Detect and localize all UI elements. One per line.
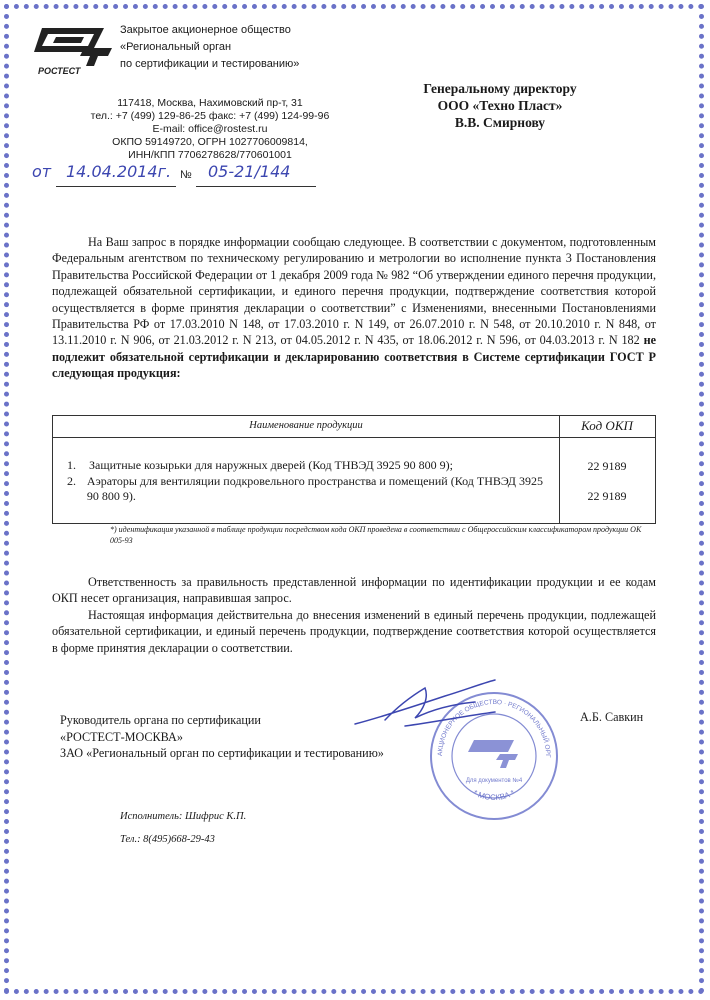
org-line: по сертификации и тестированию» xyxy=(120,58,300,70)
body-paragraph: Ответственность за правильность представленной информации по идентификации продукции и ее кодам ОКП несет организация, направившая запрос. xyxy=(52,575,656,606)
body-paragraph xyxy=(52,234,656,382)
address-line: тел.: +7 (499) 129-86-25 факс: +7 (499) 124-99-96 xyxy=(90,110,330,122)
signatory-line: ЗАО «Региональный орган по сертификации и тестированию» xyxy=(60,746,384,760)
executor-phone: Тел.: 8(495)668-29-43 xyxy=(120,834,215,845)
body-paragraph: Настоящая информация действительна до внесения изменений в единый перечень продукции, подлежащей обязательной сертификации, и единый перечень продукции, подтверждение соответствия которой осуществляется в форме принятия декларации о соответствии. xyxy=(52,607,656,655)
executor-block xyxy=(120,805,246,851)
org-line: «Региональный орган xyxy=(120,41,232,53)
body-bold-text: не подлежит обязательной сертификации и декларированию соответствия в Системе сертификации ГОСТ Р следующая продукция: xyxy=(52,333,656,381)
column-header-code: Код ОКП xyxy=(581,418,633,433)
address-line: ИНН/КПП 7706278628/770601001 xyxy=(128,149,292,161)
recipient-block xyxy=(400,80,600,131)
letter-body xyxy=(52,234,656,382)
signatory-line: «РОСТЕСТ-МОСКВА» xyxy=(60,729,183,744)
column-header-name: Наименование продукции xyxy=(249,420,363,431)
logo-text: РОСТЕСТ xyxy=(38,66,81,76)
row-name: Защитные козырьки для наружных дверей (Код ТНВЭД 3925 90 800 9); xyxy=(89,458,453,472)
body-text: На Ваш запрос в порядке информации сообщаю следующее. В соответствии с документом, подготовленным Федеральным агентством по техническому регулированию и метрологии во исполнение пункта 3 Постановления Правительства Российской Федерации от 1 декабря 2009 года № 982 “Об утверждении единого перечня продукции, подлежащей обязательной сертификации, и единого перечня продукции, подтверждение соответствия которой осуществляется в форме принятия декларации о соответствии” с Изменениями, внесенными Постановлениями Правительства РФ от 17.03.2010 N 148, от 17.03.2010 г. N 149, от 26.07.2010 г. N 548, от 20.10.2010 г. N 848, от 13.11.2010 г. N 906, от 21.03.2012 г. N 213, от 04.05.2012 г. N 435, от 18.06.2012 г. N 596, от 04.03.2013 г. N 182 xyxy=(52,235,656,348)
address-line: 117418, Москва, Нахимовский пр-т, 31 xyxy=(117,97,303,109)
table-row xyxy=(67,474,547,505)
row-code: 22 9189 xyxy=(587,459,627,473)
signatory-line: Руководитель органа по сертификации xyxy=(60,713,261,727)
signatory-block xyxy=(60,712,420,762)
recipient-line: ООО «Техно Пласт» xyxy=(437,98,563,113)
footnote: *) идентификация указанной в таблице продукции посредством кода ОКП проведена в соответствии с Общероссийским классификатором продукции ОК 005-93 xyxy=(110,525,642,545)
stamp-bottom-text: * МОСКВА * xyxy=(471,788,517,803)
address-line: E-mail: office@rostest.ru xyxy=(152,123,268,135)
recipient-line: Генеральному директору xyxy=(423,81,577,96)
registration-line xyxy=(30,163,320,189)
stamp-center-text: Для документов №4 xyxy=(465,778,523,784)
number-value: 05-21/144 xyxy=(208,162,291,181)
rostest-logo xyxy=(34,22,116,78)
table-row xyxy=(67,458,547,474)
row-number: 2. xyxy=(67,473,76,488)
row-number: 1. xyxy=(67,458,76,472)
address-line: ОКПО 59149720, ОГРН 1027706009814, xyxy=(112,136,308,148)
date-label: от xyxy=(32,162,52,181)
date-value: 14.04.2014г. xyxy=(66,162,172,181)
address-block xyxy=(70,97,350,162)
signatory-name: А.Б. Савкин xyxy=(580,710,644,724)
row-name: Аэраторы для вентиляции подкровельного пространства и помещений (Код ТНВЭД 3925 90 800 9). xyxy=(86,473,543,503)
org-line: Закрытое акционерное общество xyxy=(120,24,291,36)
svg-text:* МОСКВА * xyxy=(472,788,516,802)
stamp-outer-text: АКЦИОНЕРНОЕ ОБЩЕСТВО · РЕГИОНАЛЬНЫЙ ОРГ xyxy=(436,698,552,758)
executor-name: Исполнитель: Шифрис К.П. xyxy=(120,811,247,822)
recipient-line: В.В. Смирнову xyxy=(454,115,546,130)
letter-body-continued xyxy=(52,574,656,656)
products-table xyxy=(52,415,656,524)
org-block xyxy=(120,22,340,73)
number-label: № xyxy=(180,169,192,181)
row-code: 22 9189 xyxy=(587,489,627,503)
